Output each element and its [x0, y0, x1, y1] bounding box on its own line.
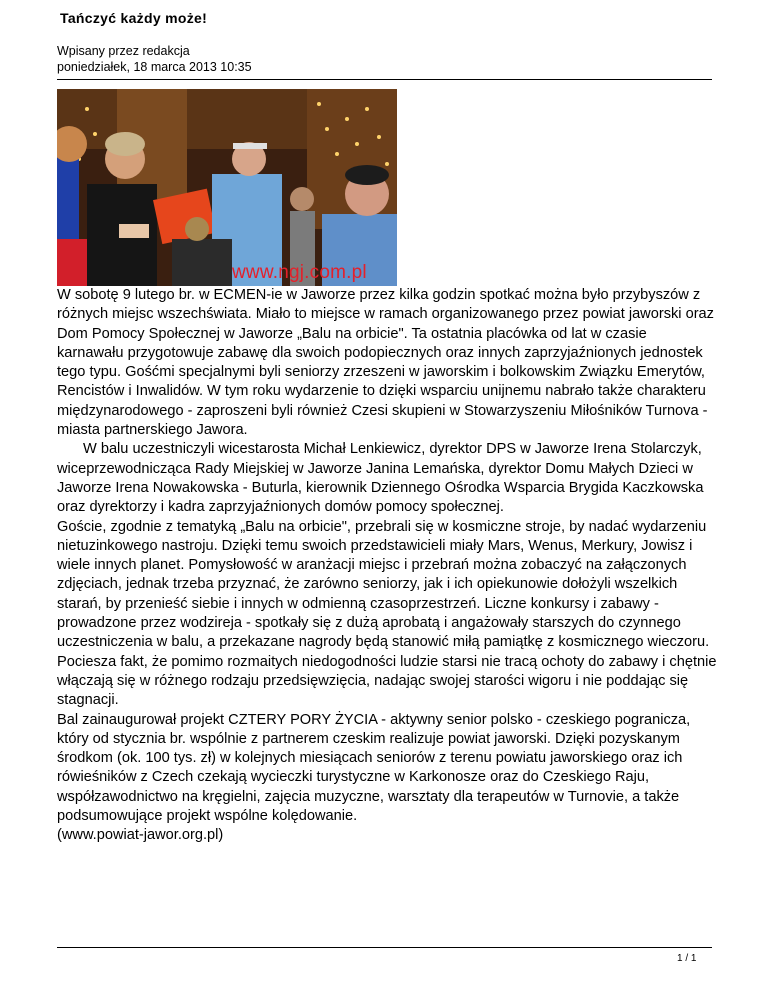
article-paragraph: Goście, zgodnie z tematyką „Balu na orbicie", przebrali się w kosmiczne stroje, by nadać wydarzeniu nietuzinkowego nastroju. Dzięki temu swoich przedstawicieli miały Mars, Wenus, Merkury, Jowisz i wiele innych planet. Pomysłowość w aranżacji miejsc i przebrań można zobaczyć na załączonych zdjęciach, jednak trzeba przyznać, że zarówno seniorzy, jak i ich opiekunowie dołożyli wszelkich starań, by przenieść siebie i innych w odmienną czasoprzestrzeń. Liczne konkursy i zabawy - prowadzone przez wodzireja - spotkały się z dużą aprobatą i angażowały starszych do czynnego uczestniczenia w balu, a przekazane nagrody będą stanowić miłą pamiątkę z kosmicznego wieczoru.	[57, 518, 710, 651]
photo-watermark: www.ngj.com.pl	[232, 262, 367, 283]
author-line: Wpisany przez redakcja	[57, 44, 190, 58]
article-paragraph: W sobotę 9 lutego br. w ECMEN-ie w Jaworze przez kilka godzin spotkać można było przybyszów z różnych miejsc wszechświata. Miało to miejsce w ramach organizowanego przez powiat jaworski oraz Dom Pomocy Społecznej w Jaworze „Balu na orbicie". Ta ostatnia placówka od lat w czasie karnawału przygotowuje zabawę dla swoich podopiecznych oraz innych zaprzyjaźnionych jednostek tego typu. Gośćmi specjalnymi byli seniorzy zrzeszeni w jaworskim i bolkowskim Związku Emerytów, Rencistów i Inwalidów. W tym roku wydarzenie to dzięki wsparciu unijnemu nabrało także charakteru międzynarodowego - zaproszeni byli również Czesi skupieni w Stowarzyszeniu Miłośników Turnova - miasta partnerskiego Jawora.	[57, 287, 714, 439]
source-note: (www.powiat-jawor.org.pl)	[57, 827, 224, 844]
date-line: poniedziałek, 18 marca 2013 10:35	[57, 60, 252, 74]
header-divider	[57, 79, 712, 80]
page-indicator: 1 / 1	[677, 953, 697, 964]
article-meta	[57, 43, 252, 75]
article-paragraph: W balu uczestniczyli wicestarosta Michał Lenkiewicz, dyrektor DPS w Jaworze Irena Stolarczyk, wiceprzewodnicząca Rady Miejskiej w Jaworze Janina Lemańska, dyrektor Domu Małych Dzieci w Jaworze Irena Nowakowska - Buturla, kierownik Dziennego Ośrodka Wsparcia Brygida Kaczkowska oraz dyrektorzy i kadra zaprzyjaźnionych domów pomocy społecznej.	[57, 441, 704, 516]
article-body	[57, 286, 717, 846]
article-title: Tańczyć każdy może!	[60, 10, 208, 26]
footer-divider	[57, 947, 712, 948]
article-photo	[57, 89, 397, 286]
article-paragraph: Pociesza fakt, że pomimo rozmaitych niedogodności ludzie starsi nie tracą ochoty do zabawy i chętnie włączają się w różnego rodzaju przedsięwzięcia, nadając swojej starości wigoru i nie poddając się stagnacji.	[57, 653, 717, 709]
article-paragraph: Bal zainaugurował projekt CZTERY PORY ŻYCIA - aktywny senior polsko - czeskiego pogranicza, który od stycznia br. wspólnie z partnerem czeskim realizuje powiat jaworski. Dzięki pozyskanym środkom (ok. 100 tys. zł) w kolejnych miesiącach seniorów z terenu powiatu jaworskiego oraz ich rówieśników z Czech czekają wycieczki turystyczne w Karkonosze oraz do Czeskiego Raju, współzawodnictwo na kręgielni, zajęcia muzyczne, warsztaty dla terapeutów w Turnovie, a także podsumowujące projekt wspólne kolędowanie.	[57, 711, 691, 825]
